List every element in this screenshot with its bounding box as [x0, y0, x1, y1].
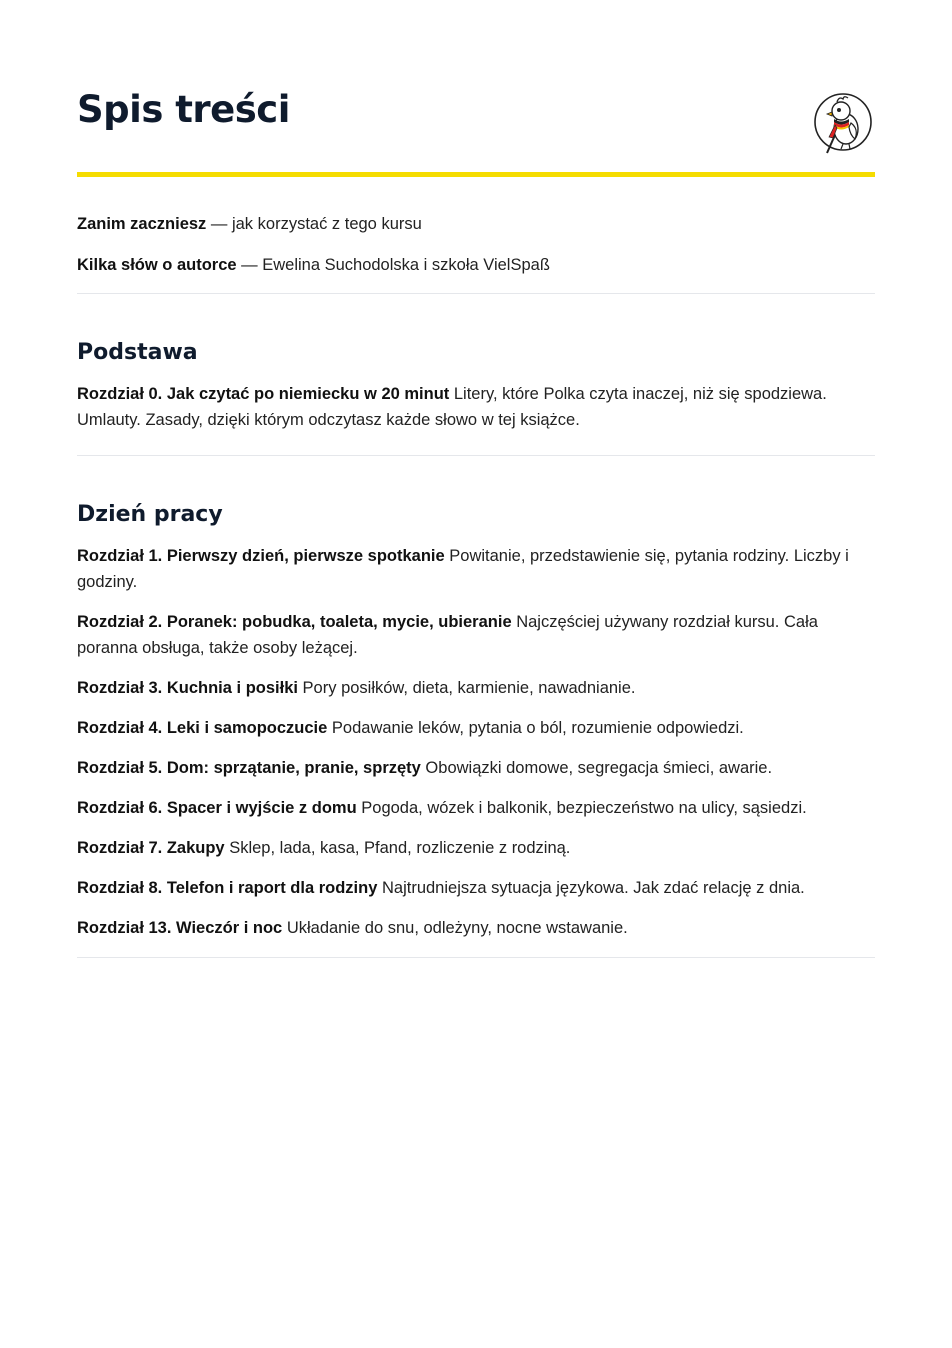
- chapter-title: Rozdział 8. Telefon i raport dla rodziny: [77, 879, 378, 897]
- chapter-description: Najczęściej używany rozdział kursu. Cała poranna obsługa, także osoby leżącej.: [77, 613, 818, 657]
- chapter-entry[interactable]: [77, 609, 875, 661]
- chapter-description: Litery, które Polka czyta inaczej, niż się spodziewa. Umlauty. Zasady, dzięki którym odczytasz każde słowo w tej książce.: [77, 385, 827, 429]
- chapter-title: Rozdział 7. Zakupy: [77, 839, 225, 857]
- section-podstawa: [77, 340, 875, 433]
- chapter-description: Pogoda, wózek i balkonik, bezpieczeństwo na ulicy, sąsiedzi.: [356, 799, 807, 817]
- chapter-entry[interactable]: [77, 381, 875, 433]
- chapter-entry[interactable]: [77, 755, 875, 781]
- chapter-entry[interactable]: [77, 875, 875, 901]
- intro-item[interactable]: [77, 252, 875, 278]
- toc-page: [77, 0, 875, 958]
- intro-item-title: Kilka słów o autorce: [77, 256, 237, 274]
- chapter-description: Podawanie leków, pytania o ból, rozumienie odpowiedzi.: [327, 719, 744, 737]
- header-accent-rule: [77, 172, 875, 177]
- chapter-entry[interactable]: [77, 715, 875, 741]
- chapter-title: Rozdział 4. Leki i samopoczucie: [77, 719, 328, 737]
- chapter-entry[interactable]: [77, 835, 875, 861]
- section-title: Dzień pracy: [77, 502, 223, 527]
- intro-item-title: Zanim zaczniesz: [77, 215, 207, 233]
- chapter-description: Powitanie, przedstawienie się, pytania rodziny. Liczby i godziny.: [77, 547, 849, 591]
- chapter-title: Rozdział 5. Dom: sprzątanie, pranie, sprzęty: [77, 759, 421, 777]
- chapter-description: Najtrudniejsza sytuacja językowa. Jak zdać relację z dnia.: [377, 879, 805, 897]
- chapter-title: Rozdział 6. Spacer i wyjście z domu: [77, 799, 357, 817]
- chapter-entry[interactable]: [77, 795, 875, 821]
- section-divider: [77, 455, 875, 456]
- chapter-title: Rozdział 2. Poranek: pobudka, toaleta, mycie, ubieranie: [77, 613, 512, 631]
- bird-mascot-icon: [813, 91, 873, 157]
- section-title: Podstawa: [77, 340, 198, 365]
- page-title: Spis treści: [77, 88, 290, 131]
- intro-item[interactable]: [77, 211, 875, 237]
- chapter-entry[interactable]: [77, 543, 875, 595]
- chapter-title: Rozdział 3. Kuchnia i posiłki: [77, 679, 298, 697]
- chapter-title: Rozdział 13. Wieczór i noc: [77, 919, 283, 937]
- section-divider: [77, 957, 875, 958]
- chapter-entry[interactable]: [77, 915, 875, 941]
- page-header: [77, 0, 875, 178]
- chapter-description: Pory posiłków, dieta, karmienie, nawadnianie.: [297, 679, 636, 697]
- intro-item-text: — Ewelina Suchodolska i szkoła VielSpaß: [236, 256, 550, 274]
- intro-list: [77, 178, 875, 278]
- intro-item-text: — jak korzystać z tego kursu: [206, 215, 422, 233]
- chapter-description: Obowiązki domowe, segregacja śmieci, awarie.: [420, 759, 773, 777]
- chapter-title: Rozdział 1. Pierwszy dzień, pierwsze spotkanie: [77, 547, 445, 565]
- section-dzien-pracy: [77, 502, 875, 941]
- chapter-description: Sklep, lada, kasa, Pfand, rozliczenie z rodziną.: [224, 839, 571, 857]
- section-divider: [77, 293, 875, 294]
- chapter-title: Rozdział 0. Jak czytać po niemiecku w 20 minut: [77, 385, 450, 403]
- chapter-entry[interactable]: [77, 675, 875, 701]
- chapter-description: Układanie do snu, odleżyny, nocne wstawanie.: [282, 919, 628, 937]
